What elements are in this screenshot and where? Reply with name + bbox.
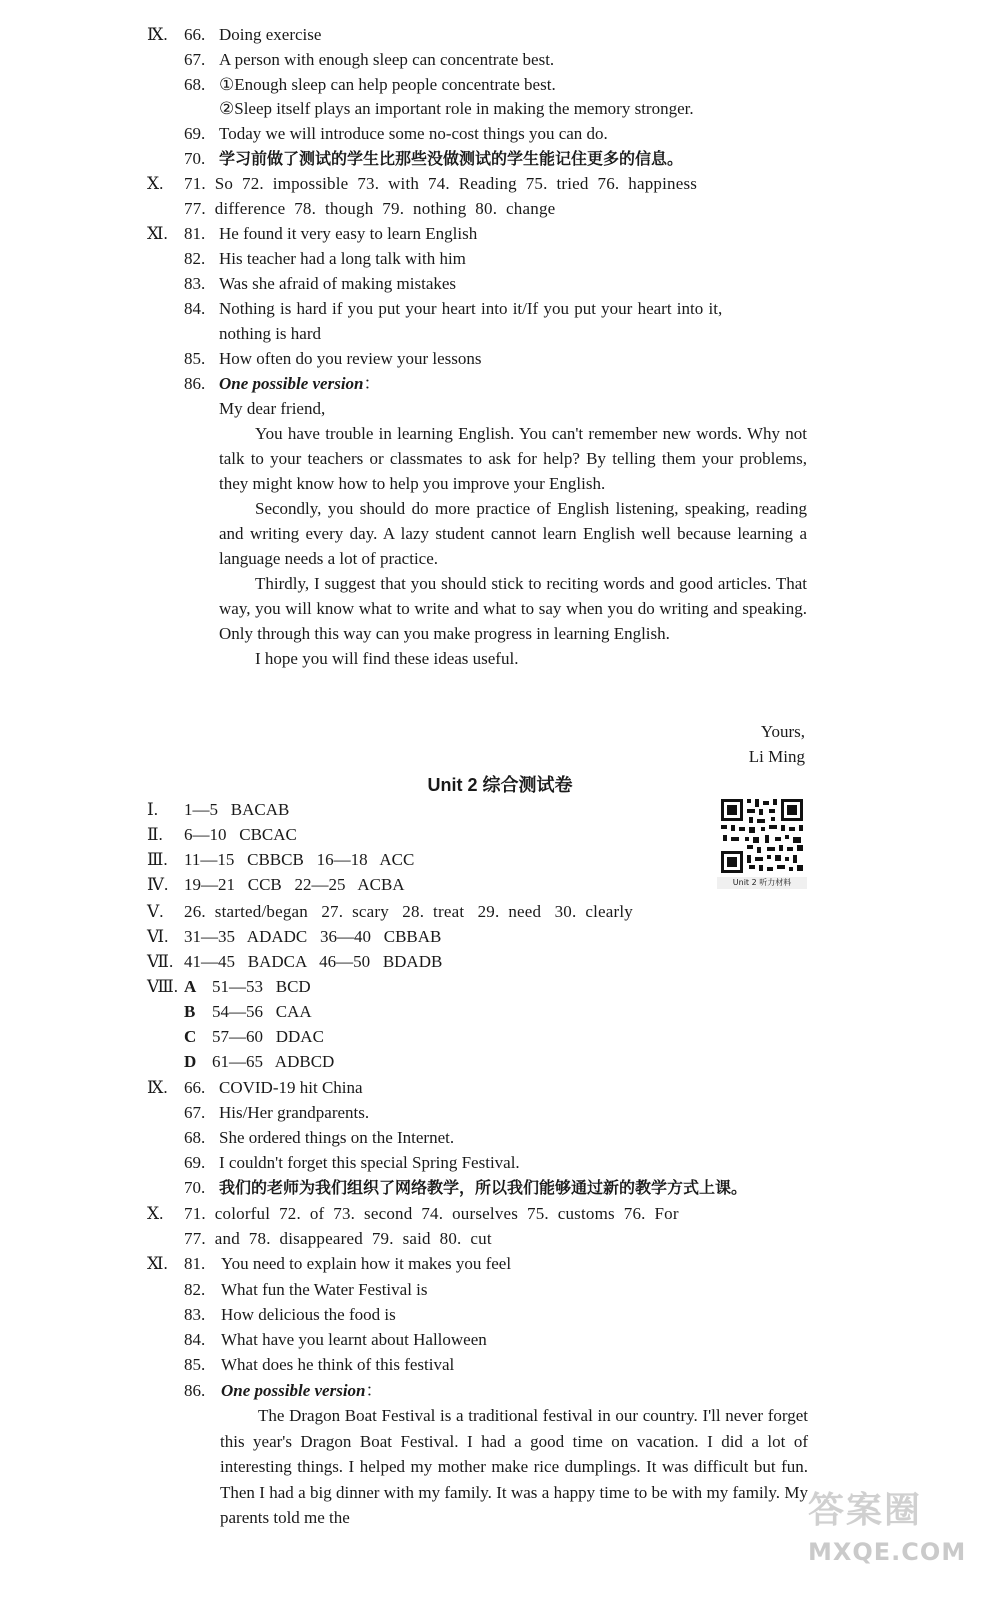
- answer-text: 31—35 ADADC 36—40 CBBAB: [184, 927, 442, 946]
- question-number: 82.: [184, 1280, 206, 1299]
- answer-row: [0, 1075, 1000, 1100]
- section-label: Ⅰ.: [147, 800, 158, 819]
- version-colon: ：: [363, 374, 381, 393]
- answer-text: 61—65 ADBCD: [212, 1052, 335, 1071]
- answer-text: How delicious the food is: [221, 1305, 396, 1324]
- answer-row: [0, 271, 1000, 296]
- answer-text: What fun the Water Festival is: [221, 1280, 428, 1299]
- section-label: Ⅷ.: [147, 977, 179, 996]
- answer-row: [0, 872, 1000, 897]
- answer-row: [0, 121, 1000, 146]
- answer-row: [0, 96, 1000, 121]
- answer-text: nothing is hard: [219, 324, 321, 343]
- question-number: 86.: [184, 1381, 206, 1400]
- answer-row: [0, 847, 1000, 872]
- letter-paragraph: You have trouble in learning English. You can't remember new words. Why not talk to your teachers or classmates to ask for help? By telling them your problems, they might know how to help you improve your English.: [219, 424, 807, 493]
- answer-row: [0, 296, 1000, 321]
- question-number: 67.: [184, 50, 206, 69]
- section-label: Ⅹ.: [147, 174, 164, 193]
- question-number: 85.: [184, 1355, 206, 1374]
- answer-text: Was she afraid of making mistakes: [219, 274, 457, 293]
- answer-row: [0, 1024, 1000, 1049]
- answer-row: [0, 22, 1000, 47]
- question-number: 84.: [184, 299, 206, 318]
- answer-row: [0, 1378, 1000, 1403]
- answer-text: 1—5 BACAB: [184, 800, 290, 819]
- answer-text: Today we will introduce some no-cost things you can do.: [219, 124, 608, 143]
- question-number: 66.: [184, 1078, 206, 1097]
- section-label: Ⅱ.: [147, 825, 163, 844]
- answer-text: 19—21 CCB 22—25 ACBA: [184, 875, 405, 894]
- answer-row: [0, 822, 1000, 847]
- answer-row: [0, 1201, 1000, 1226]
- passage-key: A: [184, 977, 197, 996]
- answer-row: [0, 924, 1000, 949]
- answer-row: [0, 47, 1000, 72]
- qr-code-label: Unit 2 听力材料: [717, 877, 807, 889]
- cloze-answers-line: 71. colorful 72. of 73. second 74. ourselves 75. customs 76. For: [184, 1204, 679, 1223]
- letter-paragraph: I hope you will find these ideas useful.: [255, 649, 519, 668]
- essay-paragraph: The Dragon Boat Festival is a traditional festival in our country. I'll never forget this year's Dragon Boat Festival. I had a good time on vacation. I did a lot of interesting things. I helped my mother make rice dumplings. It was difficult but fun. Then I had a big dinner with my family. It was a happy time to be with my family. My parents told me the: [220, 1406, 808, 1527]
- answer-row: [0, 1251, 1000, 1276]
- answer-text: His teacher had a long talk with him: [219, 249, 466, 268]
- answer-row: [0, 1175, 1000, 1200]
- answer-row: [0, 346, 1000, 371]
- question-number: 70.: [184, 149, 206, 168]
- answer-text: What have you learnt about Halloween: [221, 1330, 487, 1349]
- answer-row: [0, 371, 1000, 396]
- unit-title: Unit 2 综合测试卷: [427, 775, 573, 795]
- version-colon: ：: [365, 1381, 383, 1400]
- passage-key: B: [184, 1002, 196, 1021]
- passage-key: D: [184, 1052, 197, 1071]
- section-label: Ⅵ.: [147, 927, 169, 946]
- question-number: 85.: [184, 349, 206, 368]
- section-label: Ⅹ.: [147, 1204, 164, 1223]
- answer-text: 6—10 CBCAC: [184, 825, 297, 844]
- answer-row: [0, 1327, 1000, 1352]
- answer-text: She ordered things on the Internet.: [219, 1128, 455, 1147]
- cloze-answers-line: 77. and 78. disappeared 79. said 80. cut: [184, 1229, 492, 1248]
- answer-text: He found it very easy to learn English: [219, 224, 478, 243]
- site-watermark-domain: MXQE.COM: [808, 1538, 967, 1566]
- answer-text: 51—53 BCD: [212, 977, 311, 996]
- answer-row: [0, 1049, 1000, 1074]
- answer-text: A person with enough sleep can concentrate best.: [219, 50, 555, 69]
- answer-row: [0, 1125, 1000, 1150]
- question-number: 82.: [184, 249, 206, 268]
- site-watermark-logo: 答案圈: [808, 1490, 923, 1531]
- answer-text: Doing exercise: [219, 25, 322, 44]
- answer-text: Nothing is hard if you put your heart into it/If you put your heart into it,: [219, 299, 723, 318]
- section-label: Ⅴ.: [147, 902, 164, 921]
- answer-row: [0, 1100, 1000, 1125]
- question-number: 83.: [184, 274, 206, 293]
- question-number: 81.: [184, 1254, 206, 1273]
- cloze-answers-line: 77. difference 78. though 79. nothing 80. change: [184, 199, 556, 218]
- question-number: 83.: [184, 1305, 206, 1324]
- answer-row: [0, 1277, 1000, 1302]
- letter-salutation: My dear friend,: [219, 399, 326, 418]
- sample-letter: [219, 396, 807, 671]
- answer-text: 我们的老师为我们组织了网络教学，所以我们能够通过新的教学方式上课。: [219, 1178, 748, 1197]
- answer-row: [0, 1302, 1000, 1327]
- answer-text: ②Sleep itself plays an important role in making the memory stronger.: [219, 99, 694, 118]
- letter-closing-yours: Yours,: [760, 722, 805, 741]
- answer-row: [0, 1352, 1000, 1377]
- answer-text: 41—45 BADCA 46—50 BDADB: [184, 952, 443, 971]
- answer-text: 学习前做了测试的学生比那些没做测试的学生能记住更多的信息。: [219, 149, 684, 168]
- answer-row: [0, 246, 1000, 271]
- question-number: 68.: [184, 75, 206, 94]
- section-label: Ⅸ.: [147, 1078, 168, 1097]
- passage-key: C: [184, 1027, 197, 1046]
- version-heading: [221, 1378, 383, 1403]
- answer-text: I couldn't forget this special Spring Festival.: [219, 1153, 520, 1172]
- question-number: 67.: [184, 1103, 206, 1122]
- section-label: Ⅺ.: [147, 1254, 168, 1273]
- question-number: 84.: [184, 1330, 206, 1349]
- section-label: Ⅸ.: [147, 25, 168, 44]
- version-heading: [219, 371, 381, 396]
- section-label: Ⅲ.: [147, 850, 168, 869]
- section-label: Ⅳ.: [147, 875, 169, 894]
- answer-text: How often do you review your lessons: [219, 349, 482, 368]
- answer-row: [0, 899, 1000, 924]
- answer-text: COVID-19 hit China: [219, 1078, 363, 1097]
- question-number: 81.: [184, 224, 206, 243]
- answer-text: 54—56 CAA: [212, 1002, 312, 1021]
- cloze-answers-line: 71. So 72. impossible 73. with 74. Reading 75. tried 76. happiness: [184, 174, 698, 193]
- section-label: Ⅺ.: [147, 224, 168, 243]
- answer-text: 26. started/began 27. scary 28. treat 29. need 30. clearly: [184, 902, 633, 921]
- sample-essay: [220, 1403, 808, 1531]
- question-number: 68.: [184, 1128, 206, 1147]
- answer-row: [0, 221, 1000, 246]
- question-number: 66.: [184, 25, 206, 44]
- letter-paragraph: Secondly, you should do more practice of English listening, speaking, reading and writing every day. A lazy student cannot learn English well because learning a language needs a lot of practice.: [219, 499, 807, 568]
- version-label: One possible version: [219, 374, 364, 393]
- answer-row: [0, 1226, 1000, 1251]
- answer-row: [0, 999, 1000, 1024]
- answer-row: [0, 949, 1000, 974]
- answer-text: 11—15 CBBCB 16—18 ACC: [184, 850, 415, 869]
- letter-paragraph: Thirdly, I suggest that you should stick to reciting words and good articles. That way, you will know what to write and what to say when you do writing and speaking. Only through this way can you make progress in learning English.: [219, 574, 807, 643]
- letter-closing: [749, 719, 805, 769]
- answer-row: [0, 196, 1000, 221]
- question-number: 70.: [184, 1178, 206, 1197]
- answer-text: You need to explain how it makes you feel: [221, 1254, 512, 1273]
- question-number: 69.: [184, 124, 206, 143]
- question-number: 69.: [184, 1153, 206, 1172]
- answer-row: [0, 171, 1000, 196]
- answer-text: What does he think of this festival: [221, 1355, 455, 1374]
- answer-row: [0, 1150, 1000, 1175]
- answer-row: [0, 72, 1000, 97]
- version-label: One possible version: [221, 1381, 366, 1400]
- answer-text: 57—60 DDAC: [212, 1027, 324, 1046]
- answer-text: His/Her grandparents.: [219, 1103, 370, 1122]
- section-label: Ⅶ.: [147, 952, 174, 971]
- answer-row: [0, 974, 1000, 999]
- answer-row: [0, 321, 1000, 346]
- answer-text: ①Enough sleep can help people concentrate best.: [219, 75, 556, 94]
- answer-row: [0, 146, 1000, 171]
- question-number: 86.: [184, 374, 206, 393]
- letter-signature: Li Ming: [748, 747, 805, 766]
- answer-row: [0, 797, 1000, 822]
